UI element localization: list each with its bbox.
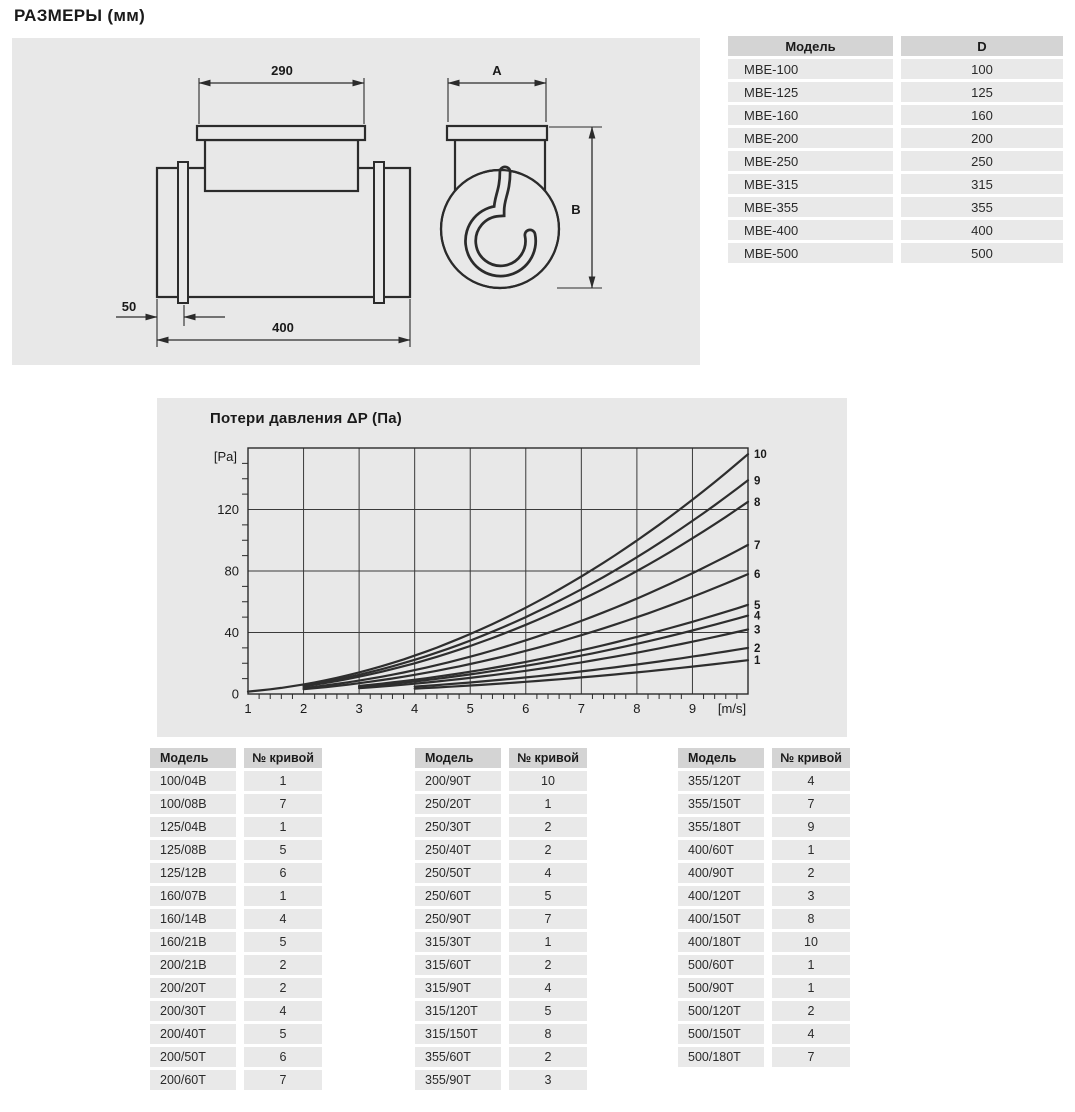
dim-label-A: A (492, 63, 502, 78)
terminal-box-lid-front-view (447, 126, 547, 140)
curve-table-2-cell: 250/90Т (415, 909, 501, 929)
curve-table-1-cell: 200/60Т (150, 1070, 236, 1090)
curve-table-2-cell: 4 (509, 863, 587, 883)
model-d-table-cell: 355 (901, 197, 1063, 217)
curve-table-1-cell: 200/20Т (150, 978, 236, 998)
model-d-table-cell: МВЕ-100 (728, 59, 893, 79)
curve-table-2-cell: 3 (509, 1070, 587, 1090)
x-tick-label: 8 (633, 701, 641, 716)
curve-table-2-cell: 2 (509, 1047, 587, 1067)
x-axis-unit-label: [m/s] (717, 701, 747, 716)
curve-table-1-cell: 125/04В (150, 817, 236, 837)
curve-table-1-cell: 125/08В (150, 840, 236, 860)
model-d-table-header-0: Модель (728, 36, 893, 56)
curve-table-3-cell: 500/90Т (678, 978, 764, 998)
curve-table-2-cell: 5 (509, 886, 587, 906)
curve-table-1-cell: 160/21В (150, 932, 236, 952)
curve-label-2: 2 (754, 642, 761, 655)
curve-table-3-cell: 500/120Т (678, 1001, 764, 1021)
curve-table-1-cell: 200/40Т (150, 1024, 236, 1044)
curve-table-3-cell: 500/180Т (678, 1047, 764, 1067)
curve-table-3-cell: 355/120Т (678, 771, 764, 791)
curve-table-1-cell: 5 (244, 840, 322, 860)
model-d-table-cell: 125 (901, 82, 1063, 102)
curve-label-8: 8 (754, 496, 761, 509)
curve-table-2-cell: 355/60Т (415, 1047, 501, 1067)
x-tick-label: 5 (466, 701, 474, 716)
curve-table-1-cell: 1 (244, 886, 322, 906)
curve-table-3-cell: 9 (772, 817, 850, 837)
y-tick-label: 0 (231, 686, 239, 702)
curve-table-2-header-0: Модель (415, 748, 501, 768)
curve-label-9: 9 (754, 475, 761, 488)
model-d-table-cell: 100 (901, 59, 1063, 79)
model-d-table-cell: 400 (901, 220, 1063, 240)
x-tick-label: 4 (411, 701, 419, 716)
curve-table-1-cell: 5 (244, 932, 322, 952)
curve-table-2-cell: 355/90Т (415, 1070, 501, 1090)
dim-label-50: 50 (121, 299, 137, 314)
x-tick-label: 6 (522, 701, 530, 716)
curve-table-3-cell: 500/60Т (678, 955, 764, 975)
right-clamp-flange (374, 162, 384, 303)
curve-table-3-cell: 355/150Т (678, 794, 764, 814)
curve-table-1-cell: 6 (244, 1047, 322, 1067)
curve-10 (248, 454, 748, 691)
curve-label-10: 10 (754, 449, 767, 462)
curve-table-2-cell: 2 (509, 817, 587, 837)
curve-table-2-cell: 315/90Т (415, 978, 501, 998)
model-d-table-cell: МВЕ-250 (728, 151, 893, 171)
curve-table-3-cell: 1 (772, 955, 850, 975)
curve-table-2-header-1: № кривой (509, 748, 587, 768)
curve-table-3-cell: 400/180Т (678, 932, 764, 952)
model-d-table-cell: МВЕ-400 (728, 220, 893, 240)
curve-table-3-cell: 4 (772, 771, 850, 791)
curve-table-1-cell: 1 (244, 817, 322, 837)
curve-table-3-cell: 2 (772, 863, 850, 883)
page-title: РАЗМЕРЫ (мм) (14, 6, 146, 25)
model-d-table-cell: 315 (901, 174, 1063, 194)
curve-table-2-cell: 7 (509, 909, 587, 929)
curve-label-4: 4 (754, 610, 761, 623)
curve-label-3: 3 (754, 624, 761, 637)
curve-table-2-cell: 250/40Т (415, 840, 501, 860)
dimensions-drawing-panel (12, 38, 700, 365)
pressure-loss-chart (157, 398, 847, 737)
model-d-table-cell: МВЕ-160 (728, 105, 893, 125)
curve-table-2-cell: 1 (509, 794, 587, 814)
x-tick-label: 2 (299, 701, 308, 716)
curve-table-3-cell: 7 (772, 1047, 850, 1067)
y-axis-unit-label: [Pa] (213, 449, 237, 464)
curve-table-3-cell: 355/180Т (678, 817, 764, 837)
curve-table-1-cell: 160/14В (150, 909, 236, 929)
curve-table-2-cell: 250/20Т (415, 794, 501, 814)
pressure-loss-chart-panel (157, 398, 847, 737)
model-d-table-cell: 200 (901, 128, 1063, 148)
curve-table-1-cell: 100/04В (150, 771, 236, 791)
curve-table-3-cell: 1 (772, 978, 850, 998)
curve-table-3-cell: 400/90Т (678, 863, 764, 883)
curve-table-3-cell: 2 (772, 1001, 850, 1021)
curve-table-1-cell: 7 (244, 794, 322, 814)
curve-table-3 (678, 748, 850, 1067)
curve-table-2-cell: 315/150Т (415, 1024, 501, 1044)
curve-4 (359, 616, 748, 687)
curve-label-1: 1 (754, 655, 761, 668)
terminal-box-lid-side-view (197, 126, 365, 140)
dim-label-290: 290 (271, 63, 293, 78)
model-d-table-cell: МВЕ-200 (728, 128, 893, 148)
curve-table-1-cell: 200/50Т (150, 1047, 236, 1067)
model-d-table-cell: 250 (901, 151, 1063, 171)
curve-table-3-cell: 400/120Т (678, 886, 764, 906)
curve-table-2-cell: 10 (509, 771, 587, 791)
x-tick-label: 9 (688, 701, 697, 716)
curve-table-1-cell: 2 (244, 955, 322, 975)
curve-table-2-cell: 200/90Т (415, 771, 501, 791)
x-tick-label: 7 (577, 701, 585, 716)
curve-table-2-cell: 4 (509, 978, 587, 998)
curve-table-1-cell: 2 (244, 978, 322, 998)
model-d-table-header-1: D (901, 36, 1063, 56)
curve-table-1-cell: 100/08В (150, 794, 236, 814)
curve-table-3-cell: 500/150Т (678, 1024, 764, 1044)
curve-table-1-header-0: Модель (150, 748, 236, 768)
model-diameter-table (728, 36, 1063, 263)
model-d-table-cell: МВЕ-125 (728, 82, 893, 102)
curve-table-1-cell: 200/30Т (150, 1001, 236, 1021)
y-tick-label: 80 (224, 563, 239, 579)
model-d-table-cell: 160 (901, 105, 1063, 125)
curve-table-2-cell: 250/60Т (415, 886, 501, 906)
curve-label-7: 7 (754, 539, 761, 552)
model-d-table-cell: 500 (901, 243, 1063, 263)
curve-table-1-cell: 5 (244, 1024, 322, 1044)
terminal-box-side-view (205, 140, 358, 191)
curve-table-2-cell: 315/60Т (415, 955, 501, 975)
curve-table-1-cell: 160/07В (150, 886, 236, 906)
model-d-table-cell: МВЕ-355 (728, 197, 893, 217)
curve-table-1-cell: 1 (244, 771, 322, 791)
curve-table-3-cell: 10 (772, 932, 850, 952)
y-tick-label: 40 (224, 625, 239, 640)
curve-table-2-cell: 315/120Т (415, 1001, 501, 1021)
curve-table-1-cell: 200/21В (150, 955, 236, 975)
left-clamp-flange (178, 162, 188, 303)
dim-label-400: 400 (272, 320, 294, 335)
curve-table-3-cell: 3 (772, 886, 850, 906)
curve-table-2-cell: 315/30Т (415, 932, 501, 952)
curve-table-3-header-0: Модель (678, 748, 764, 768)
curve-table-2-cell: 2 (509, 840, 587, 860)
curve-table-1 (150, 748, 322, 1090)
curve-table-3-header-1: № кривой (772, 748, 850, 768)
curve-table-3-cell: 4 (772, 1024, 850, 1044)
x-tick-label: 1 (244, 701, 252, 716)
curve-table-1-cell: 7 (244, 1070, 322, 1090)
curve-table-3-cell: 1 (772, 840, 850, 860)
curve-table-1-cell: 125/12В (150, 863, 236, 883)
curve-table-3-cell: 7 (772, 794, 850, 814)
curve-table-3-cell: 400/60Т (678, 840, 764, 860)
curve-table-2-cell: 8 (509, 1024, 587, 1044)
curve-table-1-cell: 4 (244, 909, 322, 929)
x-tick-label: 3 (355, 701, 363, 716)
curve-table-3-cell: 400/150Т (678, 909, 764, 929)
curve-table-1-cell: 4 (244, 1001, 322, 1021)
curve-label-6: 6 (754, 569, 761, 582)
curve-table-2-cell: 250/50Т (415, 863, 501, 883)
curve-table-2-cell: 2 (509, 955, 587, 975)
curve-table-1-cell: 6 (244, 863, 322, 883)
model-d-table-cell: МВЕ-500 (728, 243, 893, 263)
curve-table-2 (415, 748, 587, 1090)
chart-title: Потери давления ΔP (Па) (210, 410, 402, 427)
curve-table-3-cell: 8 (772, 909, 850, 929)
model-d-table-cell: МВЕ-315 (728, 174, 893, 194)
curve-table-2-cell: 1 (509, 932, 587, 952)
curve-table-2-cell: 250/30Т (415, 817, 501, 837)
dim-label-B: B (571, 202, 581, 217)
curve-table-1-header-1: № кривой (244, 748, 322, 768)
duct-heater-drawing (12, 38, 700, 365)
curve-label-5: 5 (754, 599, 761, 612)
curve-table-2-cell: 5 (509, 1001, 587, 1021)
y-tick-label: 120 (217, 502, 239, 517)
